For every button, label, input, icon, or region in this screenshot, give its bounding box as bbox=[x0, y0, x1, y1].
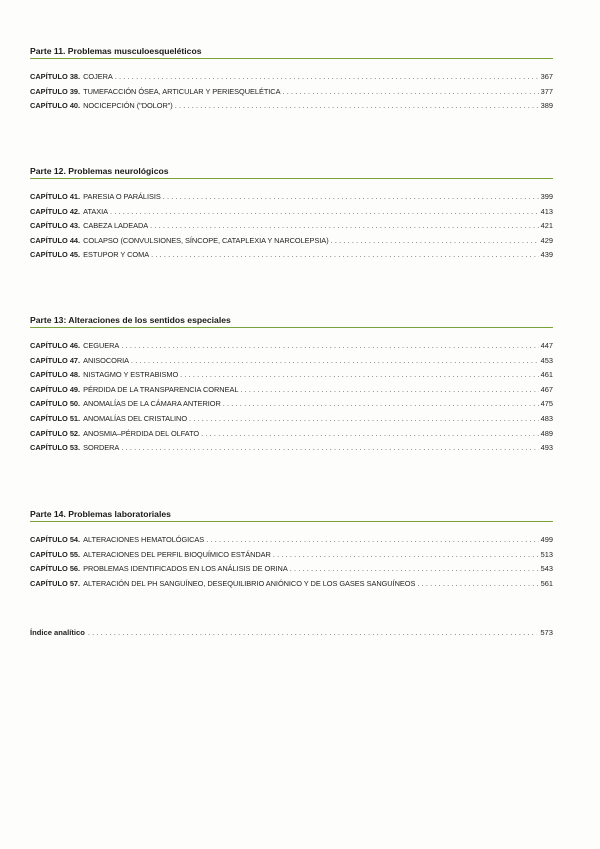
chapter-title: ALTERACIÓN DEL PH SANGUÍNEO, DESEQUILIBRIO ANIÓNICO Y DE LOS GASES SANGUÍNEOS bbox=[83, 578, 416, 588]
chapter-number: CAPÍTULO 46. bbox=[30, 341, 81, 350]
toc-entry[interactable] bbox=[30, 99, 553, 114]
part-12-section bbox=[30, 165, 553, 263]
toc-entry[interactable] bbox=[30, 577, 553, 592]
leader-dots bbox=[175, 99, 539, 114]
chapter-number: CAPÍTULO 47. bbox=[30, 355, 81, 365]
chapter-number: CAPÍTULO 54. bbox=[30, 535, 81, 544]
leader-dots bbox=[115, 70, 539, 85]
page-number: 461 bbox=[540, 370, 553, 380]
chapter-title: COJERA bbox=[83, 72, 113, 81]
leader-dots bbox=[88, 626, 537, 640]
chapter-title: ANOSMIA–PÉRDIDA DEL OLFATO bbox=[83, 428, 200, 438]
page-number: 467 bbox=[540, 384, 553, 394]
part-heading: Parte 11. Problemas musculoesqueléticos bbox=[30, 46, 202, 56]
page-number: 429 bbox=[540, 235, 553, 245]
page-number: 561 bbox=[540, 578, 553, 588]
chapter-number: CAPÍTULO 53. bbox=[30, 443, 81, 453]
leader-dots bbox=[151, 248, 539, 263]
toc-entry[interactable] bbox=[30, 248, 553, 263]
page-number: 513 bbox=[540, 549, 553, 559]
chapter-number: CAPÍTULO 41. bbox=[30, 192, 81, 201]
part-14-section bbox=[30, 508, 553, 591]
leader-dots bbox=[240, 383, 538, 398]
chapter-title: ATAXIA bbox=[83, 206, 108, 216]
part-divider bbox=[30, 521, 553, 522]
toc-entry[interactable] bbox=[30, 368, 553, 383]
entry-list bbox=[30, 70, 553, 114]
chapter-title: ANISOCORIA bbox=[83, 355, 130, 365]
chapter-number: CAPÍTULO 56. bbox=[30, 564, 81, 574]
chapter-number: CAPÍTULO 55. bbox=[30, 549, 81, 559]
chapter-number: CAPÍTULO 39. bbox=[30, 86, 81, 96]
toc-entry[interactable] bbox=[30, 383, 553, 398]
page-number: 439 bbox=[540, 250, 553, 260]
leader-dots bbox=[206, 533, 538, 548]
chapter-title: ALTERACIONES DEL PERFIL BIOQUÍMICO ESTÁNDAR bbox=[83, 549, 271, 559]
chapter-title: ANOMALÍAS DE LA CÁMARA ANTERIOR bbox=[83, 399, 221, 409]
chapter-title: PROBLEMAS IDENTIFICADOS EN LOS ANÁLISIS DE ORINA bbox=[83, 564, 288, 574]
chapter-title: CEGUERA bbox=[83, 341, 120, 350]
chapter-title: ESTUPOR Y COMA bbox=[83, 250, 150, 260]
leader-dots bbox=[282, 85, 538, 100]
page-number: 499 bbox=[540, 535, 553, 544]
chapter-number: CAPÍTULO 52. bbox=[30, 428, 81, 438]
page-number: 399 bbox=[540, 192, 553, 201]
chapter-number: CAPÍTULO 44. bbox=[30, 235, 81, 245]
chapter-title: NISTAGMO Y ESTRABISMO bbox=[83, 370, 179, 380]
page-number: 447 bbox=[540, 341, 553, 350]
toc-entry[interactable] bbox=[30, 205, 553, 220]
page-number: 413 bbox=[540, 206, 553, 216]
toc-entry[interactable] bbox=[30, 234, 553, 249]
index-label: Índice analítico bbox=[30, 628, 85, 637]
toc-entry[interactable] bbox=[30, 412, 553, 427]
index-entry[interactable] bbox=[30, 626, 553, 640]
toc-entry[interactable] bbox=[30, 85, 553, 100]
leader-dots bbox=[150, 219, 539, 234]
chapter-title: SORDERA bbox=[83, 443, 120, 453]
part-13-section bbox=[30, 314, 553, 456]
chapter-title: CABEZA LADEADA bbox=[83, 221, 149, 231]
toc-entry[interactable] bbox=[30, 441, 553, 456]
part-heading: Parte 13: Alteraciones de los sentidos especiales bbox=[30, 315, 231, 325]
chapter-number: CAPÍTULO 40. bbox=[30, 101, 81, 111]
page-number: 489 bbox=[540, 428, 553, 438]
page-number: 493 bbox=[540, 443, 553, 453]
entry-list bbox=[30, 190, 553, 263]
chapter-title: TUMEFACCIÓN ÓSEA, ARTICULAR Y PERIESQUELÉTICA bbox=[83, 86, 281, 96]
part-11-section bbox=[30, 45, 553, 114]
leader-dots bbox=[131, 354, 539, 369]
part-divider bbox=[30, 327, 553, 328]
leader-dots bbox=[121, 339, 538, 354]
page-number: 483 bbox=[540, 413, 553, 423]
chapter-number: CAPÍTULO 38. bbox=[30, 72, 81, 81]
entry-list bbox=[30, 339, 553, 456]
chapter-title: PARESIA O PARÁLISIS bbox=[83, 192, 161, 201]
toc-entry[interactable] bbox=[30, 219, 553, 234]
part-divider bbox=[30, 58, 553, 59]
leader-dots bbox=[163, 190, 539, 205]
leader-dots bbox=[223, 397, 539, 412]
part-heading: Parte 12. Problemas neurológicos bbox=[30, 166, 169, 176]
page-number: 421 bbox=[540, 221, 553, 231]
chapter-number: CAPÍTULO 48. bbox=[30, 370, 81, 380]
page-number: 453 bbox=[540, 355, 553, 365]
toc-entry[interactable] bbox=[30, 397, 553, 412]
toc-entry[interactable] bbox=[30, 70, 553, 85]
leader-dots bbox=[331, 234, 539, 249]
toc-entry[interactable] bbox=[30, 427, 553, 442]
chapter-title: ALTERACIONES HEMATOLÓGICAS bbox=[83, 535, 205, 544]
leader-dots bbox=[417, 577, 538, 592]
toc-entry[interactable] bbox=[30, 562, 553, 577]
toc-entry[interactable] bbox=[30, 533, 553, 548]
page-number: 573 bbox=[540, 628, 553, 637]
chapter-number: CAPÍTULO 49. bbox=[30, 384, 81, 394]
chapter-number: CAPÍTULO 45. bbox=[30, 250, 81, 260]
part-heading: Parte 14. Problemas laboratoriales bbox=[30, 509, 171, 519]
page-number: 367 bbox=[540, 72, 553, 81]
chapter-title: PÉRDIDA DE LA TRANSPARENCIA CORNEAL bbox=[83, 384, 239, 394]
leader-dots bbox=[180, 368, 539, 383]
chapter-title: ANOMALÍAS DEL CRISTALINO bbox=[83, 413, 188, 423]
toc-entry[interactable] bbox=[30, 190, 553, 205]
page-number: 475 bbox=[540, 399, 553, 409]
leader-dots bbox=[290, 562, 539, 577]
page-number: 389 bbox=[540, 101, 553, 111]
leader-dots bbox=[201, 427, 539, 442]
leader-dots bbox=[110, 205, 539, 220]
page-number: 543 bbox=[540, 564, 553, 574]
leader-dots bbox=[273, 548, 539, 563]
chapter-number: CAPÍTULO 50. bbox=[30, 399, 81, 409]
toc-entry[interactable] bbox=[30, 339, 553, 354]
chapter-title: COLAPSO (CONVULSIONES, SÍNCOPE, CATAPLEXIA Y NARCOLEPSIA) bbox=[83, 235, 329, 245]
chapter-number: CAPÍTULO 57. bbox=[30, 578, 81, 588]
entry-list bbox=[30, 533, 553, 591]
toc-entry[interactable] bbox=[30, 354, 553, 369]
page-number: 377 bbox=[540, 86, 553, 96]
leader-dots bbox=[189, 412, 539, 427]
toc-entry[interactable] bbox=[30, 548, 553, 563]
chapter-number: CAPÍTULO 43. bbox=[30, 221, 81, 231]
part-divider bbox=[30, 178, 553, 179]
chapter-number: CAPÍTULO 42. bbox=[30, 206, 81, 216]
chapter-title: NOCICEPCIÓN ("DOLOR") bbox=[83, 101, 173, 111]
chapter-number: CAPÍTULO 51. bbox=[30, 413, 81, 423]
leader-dots bbox=[121, 441, 538, 456]
